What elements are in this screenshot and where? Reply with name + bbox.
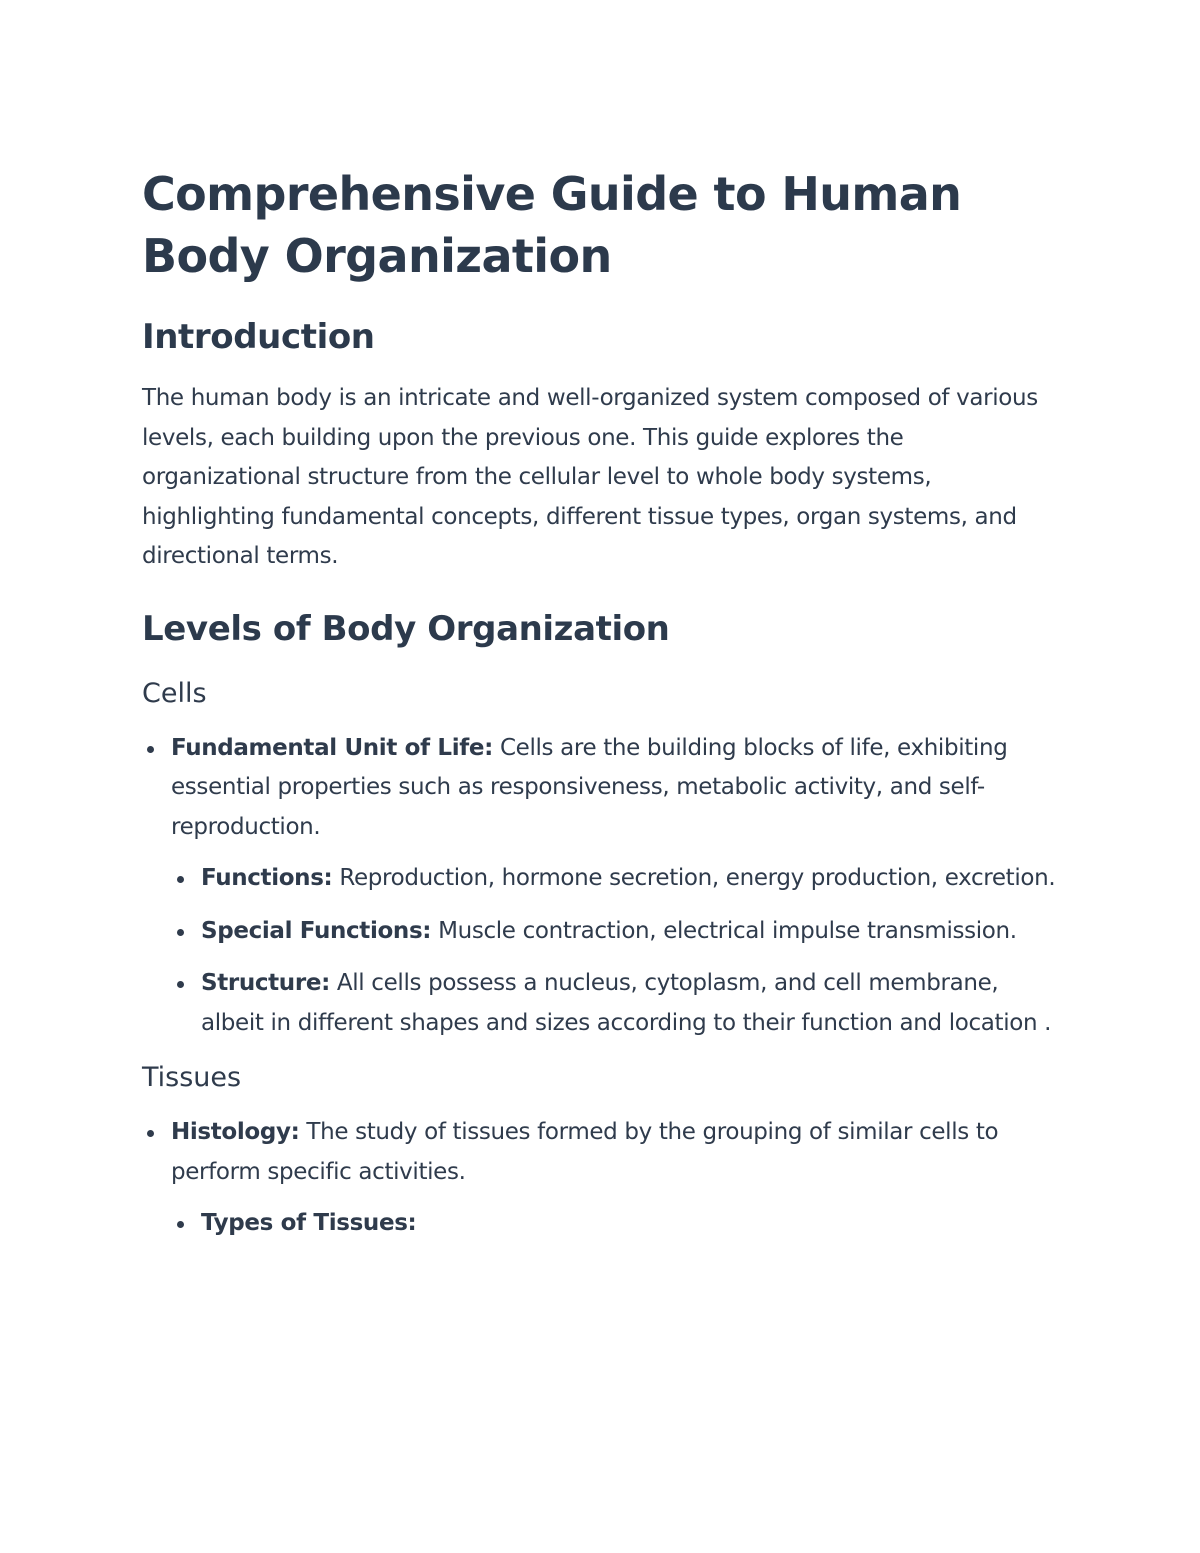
bullet-icon xyxy=(177,1221,184,1228)
tissues-heading: Tissues xyxy=(142,1062,242,1093)
list-item-text: Reproduction, hormone secretion, energy production, excretion. xyxy=(332,865,1056,891)
bullet-icon xyxy=(177,929,184,936)
bullet-icon xyxy=(177,981,184,988)
list-item-lead: Histology: xyxy=(171,1119,300,1145)
list-item-text: Cells are the building blocks of life, exhibiting essential properties such as responsiveness, metabolic activity, and self-reproduction. xyxy=(171,734,1008,840)
levels-heading: Levels of Body Organization xyxy=(142,608,670,649)
cells-sublist xyxy=(171,859,1056,1043)
bullet-icon xyxy=(147,1130,154,1137)
list-item xyxy=(201,912,1061,952)
list-item xyxy=(171,729,1056,1044)
list-item-lead: Fundamental Unit of Life: xyxy=(171,734,493,761)
page-title: Comprehensive Guide to Human Body Organization xyxy=(142,167,962,283)
list-item-text: The study of tissues formed by the grouping of similar cells to perform specific activities. xyxy=(171,1119,999,1185)
cells-list xyxy=(142,729,1060,1044)
list-item-text: All cells possess a nucleus, cytoplasm, and cell membrane, albeit in different shapes and sizes according to their function and location . xyxy=(201,970,1052,1036)
list-item xyxy=(201,859,1061,899)
bullet-icon xyxy=(147,746,154,753)
introduction-paragraph: The human body is an intricate and well-organized system composed of various levels, each building upon the previous one. This guide explores the organizational structure from the cellular level to whole body systems, highlighting fundamental concepts, different tissue types, organ systems, and directional terms. xyxy=(142,385,1038,569)
list-item-lead: Special Functions: xyxy=(201,917,432,944)
list-item-lead: Types of Tissues: xyxy=(201,1210,417,1236)
introduction-heading: Introduction xyxy=(142,317,375,357)
list-item xyxy=(171,1113,1056,1244)
tissues-sublist xyxy=(171,1204,1056,1244)
list-item xyxy=(201,964,1061,1043)
list-item-lead: Structure: xyxy=(201,970,330,996)
list-item-lead: Functions: xyxy=(201,865,333,891)
bullet-icon xyxy=(177,876,184,883)
list-item xyxy=(201,1204,1061,1244)
list-item-text: Muscle contraction, electrical impulse transmission. xyxy=(431,917,1017,944)
tissues-list xyxy=(142,1113,1060,1244)
cells-heading: Cells xyxy=(142,677,207,709)
